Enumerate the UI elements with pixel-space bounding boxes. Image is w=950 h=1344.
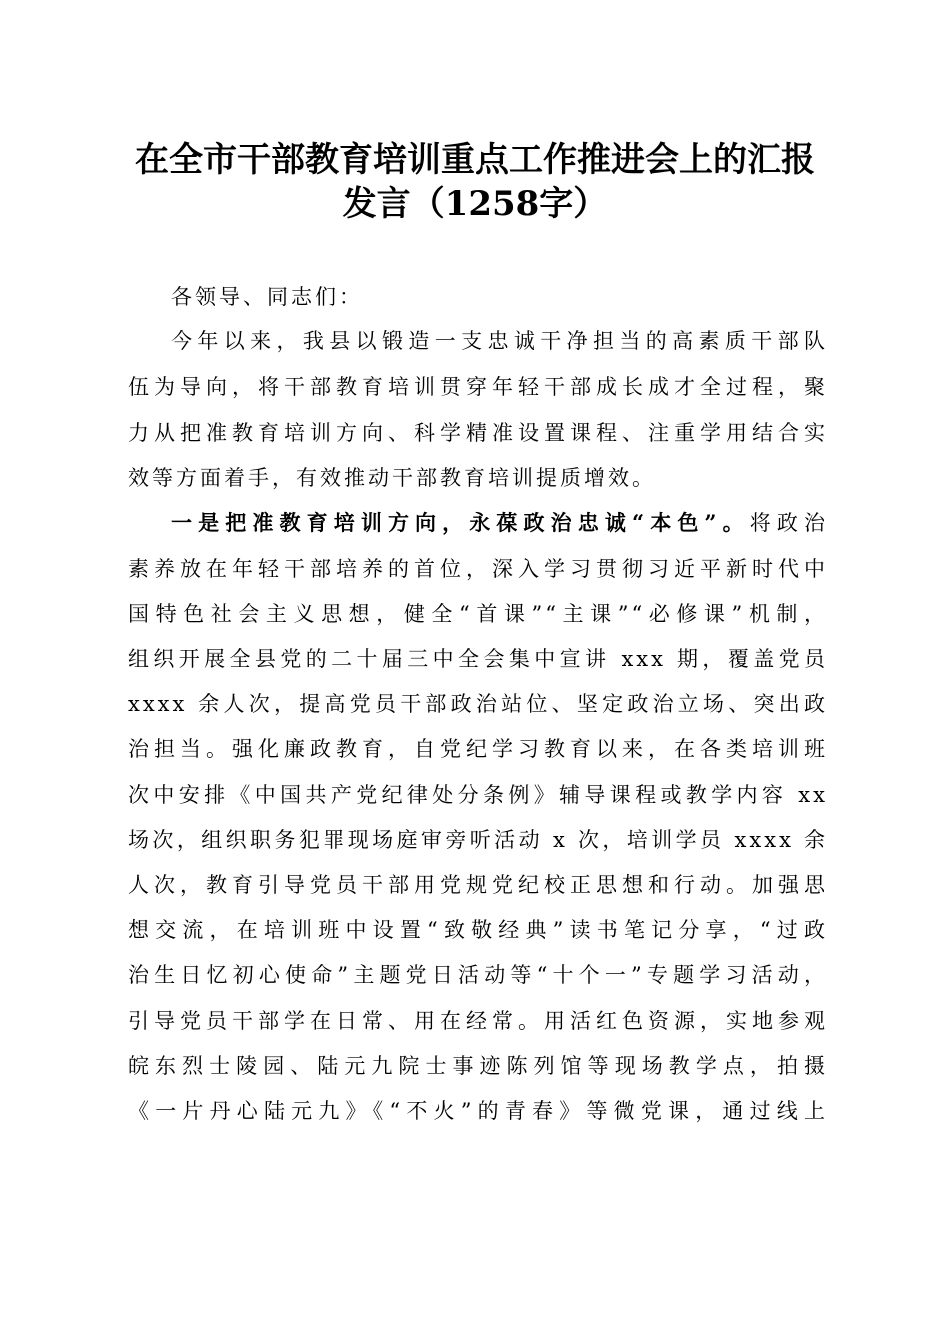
para2-line-5: xxxx 余人次，提高党员干部政治站位、坚定政治立场、突出政	[128, 692, 828, 716]
title-line-1: 在全市干部教育培训重点工作推进会上的汇报	[135, 140, 815, 180]
salutation: 各领导、同志们：	[171, 285, 363, 309]
para2-line-2: 素养放在年轻干部培养的首位，深入学习贯彻习近平新时代中	[128, 557, 828, 581]
para2-line-7: 次中安排《中国共产党纪律处分条例》辅导课程或教学内容 xx	[128, 783, 828, 807]
para2-line-14: 《一片丹心陆元九》《“不火”的青春》等微党课，通过线上	[128, 1099, 828, 1123]
document-title	[100, 138, 850, 226]
para2-line-13: 皖东烈士陵园、陆元九院士事迹陈列馆等现场教学点，拍摄	[128, 1054, 828, 1078]
para2-line-3: 国特色社会主义思想，健全“首课”“主课”“必修课”机制，	[128, 602, 828, 626]
para2-heading: 一是把准教育培训方向，永葆政治忠诚“本色”。	[171, 510, 750, 535]
para2-line-11: 治生日忆初心使命”主题党日活动等“十个一”专题学习活动，	[128, 963, 828, 987]
para2-line-9: 人次，教育引导党员干部用党规党纪校正思想和行动。加强思	[128, 873, 828, 897]
para2-line-6: 治担当。强化廉政教育，自党纪学习教育以来，在各类培训班	[128, 737, 828, 761]
para1-line-1: 今年以来，我县以锻造一支忠诚干净担当的高素质干部队	[171, 329, 828, 353]
para2-line-10: 想交流，在培训班中设置“致敬经典”读书笔记分享，“过政	[128, 918, 828, 942]
para2-first-rest: 将政治	[749, 511, 828, 535]
para2-line-12: 引导党员干部学在日常、用在经常。用活红色资源，实地参观	[128, 1009, 828, 1033]
para2-line-4: 组织开展全县党的二十届三中全会集中宣讲 xxx 期，覆盖党员	[128, 647, 828, 671]
para2-line-1	[171, 508, 828, 538]
para1-line-4: 效等方面着手，有效推动干部教育培训提质增效。	[128, 466, 656, 490]
para1-line-2: 伍为导向，将干部教育培训贯穿年轻干部成长成才全过程，聚	[128, 375, 828, 399]
title-line-2: 发言（1258字）	[342, 184, 608, 224]
para2-line-8: 场次，组织职务犯罪现场庭审旁听活动 x 次，培训学员 xxxx 余	[128, 828, 828, 852]
para1-line-3: 力从把准教育培训方向、科学精准设置课程、注重学用结合实	[128, 421, 828, 445]
